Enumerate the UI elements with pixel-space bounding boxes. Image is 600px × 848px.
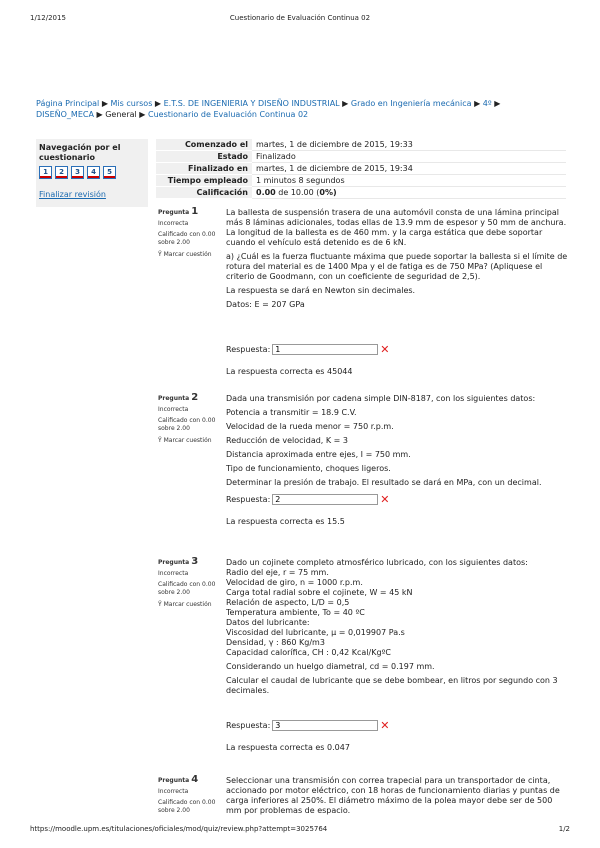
question-paragraph: Tipo de funcionamiento, choques ligeros. — [226, 464, 391, 473]
summary-label: Calificación — [156, 187, 252, 199]
question-paragraph: Seleccionar una transmisión con correa trapecial para un transportador de cinta, accionado por motor eléctrico, con 18 horas de funcionamiento diarias y puntas de carga inferiores al 250%. El diámetro máximo de la polea mayor debe ser de 500 mm por problemas de espacio. — [226, 776, 560, 815]
question-line: Radio del eje, r = 75 mm. — [226, 568, 329, 577]
question-label: Pregunta — [158, 777, 190, 784]
question-number — [158, 776, 218, 785]
question-state: Incorrecta — [158, 788, 189, 795]
incorrect-icon: ✕ — [380, 492, 390, 506]
question-state: Incorrecta — [158, 570, 189, 577]
print-url: https://moodle.upm.es/titulaciones/oficiales/mod/quiz/review.php?attempt=3025764 — [30, 825, 328, 833]
question-paragraph: Potencia a transmitir = 18.9 C.V. — [226, 408, 357, 417]
question-paragraph: Datos: E = 207 GPa — [226, 300, 305, 309]
question-text — [226, 208, 570, 377]
question-paragraph: Distancia aproximada entre ejes, I = 750 mm. — [226, 450, 411, 459]
question-paragraph: La ballesta de suspensión trasera de una automóvil consta de una lámina principal más 8 láminas adicionales, todas ellas de 13.9 mm de espesor y 50 mm de anchura. La longitud de la ballesta es de 460 mm. y la carga estática que debe soportar cuando el vehículo está detenido es de 6 kN. — [226, 208, 567, 247]
summary-value: Finalizado — [252, 151, 566, 163]
finish-review-link[interactable]: Finalizar revisión — [39, 190, 106, 199]
question-state: Incorrecta — [158, 406, 189, 413]
summary-value: martes, 1 de diciembre de 2015, 19:33 — [252, 139, 566, 151]
question-info — [158, 208, 218, 259]
question-label: Pregunta — [158, 395, 190, 402]
question-info — [158, 776, 218, 815]
question-paragraph: La respuesta se dará en Newton sin decimales. — [226, 286, 416, 295]
question-line: Dado un cojinete completo atmosférico lubricado, con los siguientes datos: — [226, 558, 528, 567]
summary-label: Comenzado el — [156, 139, 252, 151]
flag-label: Marcar cuestión — [163, 251, 212, 258]
flag-icon: Ÿ — [158, 601, 162, 608]
question-paragraph: Determinar la presión de trabajo. El resultado se dará en MPa, con un decimal. — [226, 478, 542, 487]
question-num: 3 — [191, 556, 199, 567]
question-line: Carga total radial sobre el cojinete, W = 45 kN — [226, 588, 413, 597]
breadcrumb-degree[interactable]: Grado en Ingeniería mecánica — [350, 99, 472, 108]
breadcrumb-sep: ▶ — [342, 99, 349, 108]
print-title: Cuestionario de Evaluación Continua 02 — [229, 14, 371, 22]
flag-label: Marcar cuestión — [163, 601, 212, 608]
print-date: 1/12/2015 — [30, 14, 66, 22]
correct-answer: La respuesta correcta es 15.5 — [226, 517, 345, 526]
grade-close: %) — [324, 188, 337, 197]
question-num: 2 — [191, 392, 199, 403]
question-grade: Calificado con 0.00 sobre 2.00 — [158, 581, 216, 596]
answer-row — [226, 494, 570, 505]
correct-answer: La respuesta correcta es 0.047 — [226, 743, 350, 752]
summary-grade — [252, 187, 566, 199]
grade-score: 0.00 — [256, 188, 276, 197]
question-number — [158, 394, 218, 403]
question-paragraph: Dada una transmisión por cadena simple DIN-8187, con los siguientes datos: — [226, 394, 536, 403]
attempt-summary-table — [156, 139, 566, 199]
question-nav-button-5[interactable]: 5 — [103, 166, 116, 179]
summary-label: Estado — [156, 151, 252, 163]
question-paragraph: Calcular el caudal de lubricante que se debe bombear, en litros por segundo con 3 decimales. — [226, 676, 558, 695]
question-line: Temperatura ambiente, To = 40 ºC — [226, 608, 365, 617]
incorrect-icon: ✕ — [380, 342, 390, 356]
question-info — [158, 558, 218, 609]
breadcrumb-school[interactable]: E.T.S. DE INGENIERIA Y DISEÑO INDUSTRIAL — [163, 99, 340, 108]
question-line: Viscosidad del lubricante, μ = 0,019907 Pa.s — [226, 628, 405, 637]
flag-label: Marcar cuestión — [163, 437, 212, 444]
question-line: Relación de aspecto, L/D = 0,5 — [226, 598, 350, 607]
summary-label: Finalizado en — [156, 163, 252, 175]
flag-question[interactable] — [158, 251, 218, 259]
print-header — [30, 14, 570, 24]
breadcrumb-my-courses[interactable]: Mis cursos — [110, 99, 153, 108]
question-paragraph: a) ¿Cuál es la fuerza fluctuante máxima que puede soportar la ballesta si el límite de rotura del material es de 1400 Mpa y el de fatiga es de 750 MPa? (Apliquese el criterio de Goodmann, con un coeficiente de seguridad de 2,5). — [226, 252, 568, 281]
answer-input[interactable] — [272, 344, 378, 355]
incorrect-icon: ✕ — [380, 718, 390, 732]
question-paragraph: Considerando un huelgo diametral, cd = 0.197 mm. — [226, 662, 435, 671]
print-footer — [30, 825, 570, 835]
breadcrumb-sep: ▶ — [139, 110, 146, 119]
summary-row — [156, 163, 566, 175]
question-line: Densidad, γ : 860 Kg/m3 — [226, 638, 325, 647]
flag-question[interactable] — [158, 601, 218, 609]
question-number — [158, 558, 218, 567]
summary-row — [156, 151, 566, 163]
question-num: 4 — [191, 774, 199, 785]
breadcrumb-sep: ▶ — [494, 99, 501, 108]
quiz-navigation-title: Navegación por el cuestionario — [39, 143, 121, 162]
breadcrumb — [36, 98, 556, 120]
question-number — [158, 208, 218, 217]
breadcrumb-quiz[interactable]: Cuestionario de Evaluación Continua 02 — [147, 110, 309, 119]
breadcrumb-sep: ▶ — [96, 110, 103, 119]
breadcrumb-sep: ▶ — [154, 99, 162, 108]
question-text — [226, 776, 570, 820]
breadcrumb-sep: ▶ — [474, 99, 481, 108]
breadcrumb-course[interactable]: DISEÑO_MECA — [36, 110, 94, 119]
breadcrumb-home[interactable]: Página Principal — [36, 99, 100, 108]
question-nav-button-1[interactable]: 1 — [39, 166, 52, 179]
breadcrumb-sep: ▶ — [101, 99, 108, 108]
question-grade: Calificado con 0.00 sobre 2.00 — [158, 417, 216, 432]
breadcrumb-year[interactable]: 4º — [482, 99, 492, 108]
grade-percent: 0 — [319, 188, 325, 197]
question-text — [226, 558, 570, 753]
flag-icon: Ÿ — [158, 437, 162, 444]
answer-label: Respuesta: — [226, 720, 271, 730]
question-line: Datos del lubricante: — [226, 618, 310, 627]
summary-value: 1 minutos 8 segundos — [252, 175, 566, 187]
summary-row — [156, 175, 566, 187]
question-grade: Calificado con 0.00 sobre 2.00 — [158, 799, 216, 814]
question-label: Pregunta — [158, 559, 190, 566]
question-label: Pregunta — [158, 209, 190, 216]
summary-label: Tiempo empleado — [156, 175, 252, 187]
question-text — [226, 394, 570, 527]
answer-row — [226, 720, 570, 731]
question-nav-button-3[interactable]: 3 — [71, 166, 84, 179]
quiz-navigation-block — [36, 139, 148, 207]
question-state: Incorrecta — [158, 220, 189, 227]
summary-value: martes, 1 de diciembre de 2015, 19:34 — [252, 163, 566, 175]
flag-icon: Ÿ — [158, 251, 162, 258]
answer-row — [226, 344, 570, 355]
answer-input[interactable] — [272, 494, 378, 505]
question-info — [158, 394, 218, 445]
question-paragraph: Reducción de velocidad, K = 3 — [226, 436, 349, 445]
question-line: Velocidad de giro, n = 1000 r.p.m. — [226, 578, 363, 587]
quiz-navigation-buttons — [39, 166, 145, 179]
answer-label: Respuesta: — [226, 344, 271, 354]
print-page-number: 1/2 — [558, 825, 570, 833]
answer-label: Respuesta: — [226, 494, 271, 504]
answer-input[interactable] — [272, 720, 378, 731]
question-paragraph: Velocidad de la rueda menor = 750 r.p.m. — [226, 422, 394, 431]
question-num: 1 — [191, 206, 199, 217]
grade-of: de 10.00 ( — [275, 188, 320, 197]
flag-question[interactable] — [158, 437, 218, 445]
question-nav-button-4[interactable]: 4 — [87, 166, 100, 179]
summary-row — [156, 139, 566, 151]
question-grade: Calificado con 0.00 sobre 2.00 — [158, 231, 216, 246]
question-nav-button-2[interactable]: 2 — [55, 166, 68, 179]
breadcrumb-section: General — [105, 110, 137, 119]
summary-row — [156, 187, 566, 199]
correct-answer: La respuesta correcta es 45044 — [226, 367, 353, 376]
question-line: Capacidad calorífica, CH : 0,42 Kcal/KgºC — [226, 648, 391, 657]
